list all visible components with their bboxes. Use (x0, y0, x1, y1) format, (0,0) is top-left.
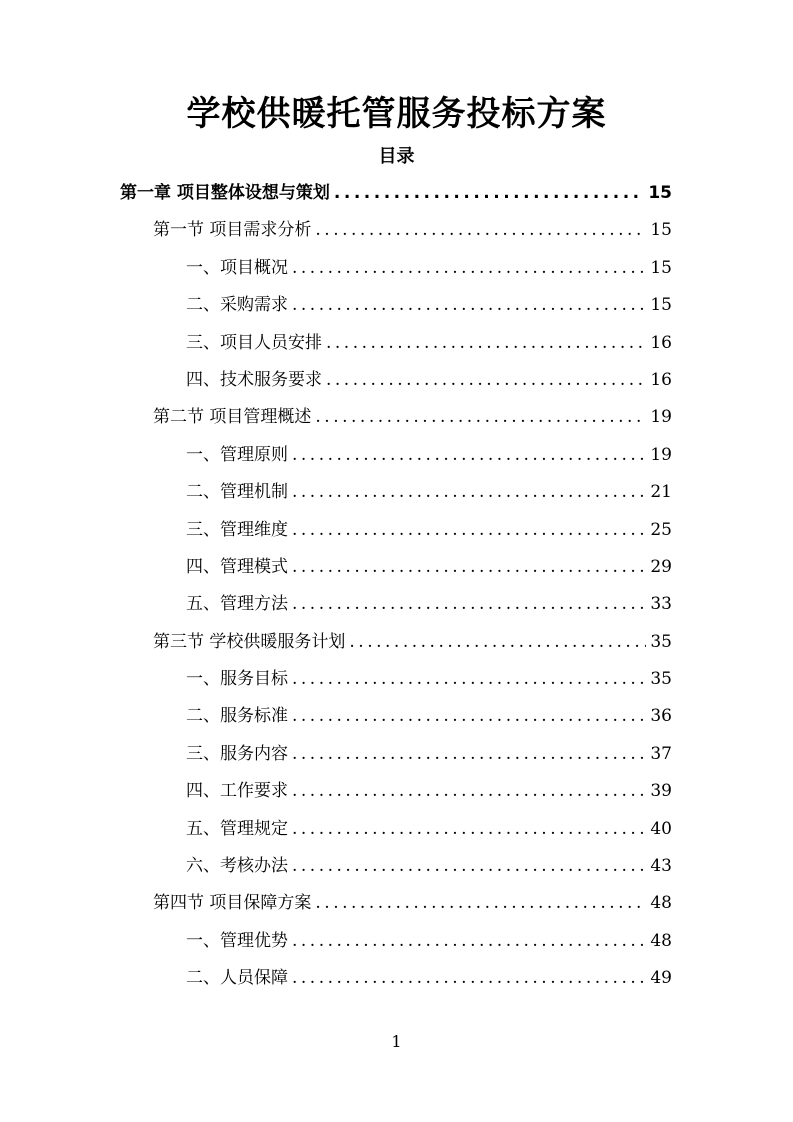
toc-entry[interactable] (0, 923, 793, 960)
toc-entry[interactable] (0, 773, 793, 810)
toc-leader-dots (326, 325, 646, 362)
toc-entry-page-number: 37 (650, 743, 672, 764)
toc-leader-dots (292, 661, 646, 698)
toc-leader-dots (292, 848, 646, 885)
toc-entry[interactable] (0, 287, 793, 324)
toc-entry-page-number: 16 (650, 369, 672, 390)
toc-entry-page-number: 21 (650, 482, 672, 503)
toc-entry-title: 四、技术服务要求 (186, 369, 322, 390)
toc-leader-dots (292, 549, 646, 586)
toc-entry[interactable] (0, 175, 793, 212)
toc-entry[interactable] (0, 512, 793, 549)
toc-leader-dots (326, 362, 646, 399)
toc-entry-title: 四、工作要求 (186, 781, 288, 802)
toc-entry[interactable] (0, 736, 793, 773)
toc-entry-title: 三、服务内容 (186, 743, 288, 764)
toc-leader-dots (315, 885, 646, 922)
toc-leader-dots (292, 474, 646, 511)
toc-entry[interactable] (0, 586, 793, 623)
toc-heading: 目录 (378, 146, 415, 167)
table-of-contents (0, 175, 793, 998)
toc-entry-page-number: 15 (648, 183, 672, 203)
toc-entry-title: 五、管理规定 (186, 818, 288, 839)
toc-entry-title: 第三节 学校供暖服务计划 (153, 631, 346, 652)
toc-entry-page-number: 48 (650, 893, 672, 914)
toc-entry-title: 一、管理优势 (186, 930, 288, 951)
toc-entry[interactable] (0, 549, 793, 586)
toc-leader-dots (334, 175, 644, 212)
toc-entry[interactable] (0, 362, 793, 399)
toc-entry-page-number: 40 (650, 818, 672, 839)
toc-entry[interactable] (0, 885, 793, 922)
toc-leader-dots (292, 512, 646, 549)
page-number: 1 (391, 1032, 402, 1051)
toc-entry[interactable] (0, 474, 793, 511)
toc-entry[interactable] (0, 624, 793, 661)
toc-leader-dots (292, 773, 646, 810)
toc-entry-title: 一、管理原则 (186, 444, 288, 465)
toc-entry-page-number: 25 (650, 519, 672, 540)
toc-entry-page-number: 16 (650, 332, 672, 353)
toc-entry[interactable] (0, 437, 793, 474)
toc-entry-title: 第一章 项目整体设想与策划 (120, 183, 330, 203)
toc-entry-page-number: 19 (650, 407, 672, 428)
toc-leader-dots (292, 923, 646, 960)
toc-entry-title: 二、服务标准 (186, 706, 288, 727)
toc-leader-dots (315, 212, 646, 249)
toc-entry-page-number: 29 (650, 556, 672, 577)
toc-entry-title: 三、管理维度 (186, 519, 288, 540)
toc-leader-dots (292, 250, 646, 287)
toc-entry[interactable] (0, 698, 793, 735)
toc-entry[interactable] (0, 960, 793, 997)
toc-entry-page-number: 19 (650, 444, 672, 465)
toc-entry-page-number: 49 (650, 968, 672, 989)
toc-leader-dots (292, 287, 646, 324)
toc-entry-title: 四、管理模式 (186, 556, 288, 577)
toc-entry-title: 第四节 项目保障方案 (153, 893, 312, 914)
toc-leader-dots (292, 811, 646, 848)
toc-entry-title: 五、管理方法 (186, 594, 288, 615)
toc-entry-title: 一、服务目标 (186, 669, 288, 690)
toc-entry-page-number: 33 (650, 594, 672, 615)
toc-entry-title: 三、项目人员安排 (186, 332, 322, 353)
toc-entry-page-number: 15 (650, 257, 672, 278)
toc-entry-page-number: 48 (650, 930, 672, 951)
toc-entry-title: 第一节 项目需求分析 (153, 220, 312, 241)
toc-entry[interactable] (0, 811, 793, 848)
toc-leader-dots (292, 586, 646, 623)
toc-leader-dots (349, 624, 646, 661)
toc-leader-dots (292, 960, 646, 997)
toc-entry-page-number: 35 (650, 669, 672, 690)
toc-entry-title: 第二节 项目管理概述 (153, 407, 312, 428)
toc-entry-title: 六、考核办法 (186, 856, 288, 877)
toc-entry-page-number: 43 (650, 856, 672, 877)
toc-leader-dots (292, 736, 646, 773)
toc-leader-dots (292, 698, 646, 735)
toc-entry[interactable] (0, 250, 793, 287)
toc-entry-page-number: 35 (650, 631, 672, 652)
toc-entry[interactable] (0, 848, 793, 885)
toc-entry[interactable] (0, 399, 793, 436)
document-title: 学校供暖托管服务投标方案 (186, 94, 607, 134)
toc-entry-title: 二、管理机制 (186, 482, 288, 503)
toc-entry-title: 一、项目概况 (186, 257, 288, 278)
toc-entry-page-number: 39 (650, 781, 672, 802)
toc-leader-dots (315, 399, 646, 436)
toc-entry[interactable] (0, 212, 793, 249)
toc-entry[interactable] (0, 661, 793, 698)
toc-entry[interactable] (0, 325, 793, 362)
toc-entry-title: 二、人员保障 (186, 968, 288, 989)
toc-entry-page-number: 15 (650, 295, 672, 316)
toc-entry-page-number: 15 (650, 220, 672, 241)
toc-leader-dots (292, 437, 646, 474)
toc-entry-title: 二、采购需求 (186, 295, 288, 316)
toc-entry-page-number: 36 (650, 706, 672, 727)
